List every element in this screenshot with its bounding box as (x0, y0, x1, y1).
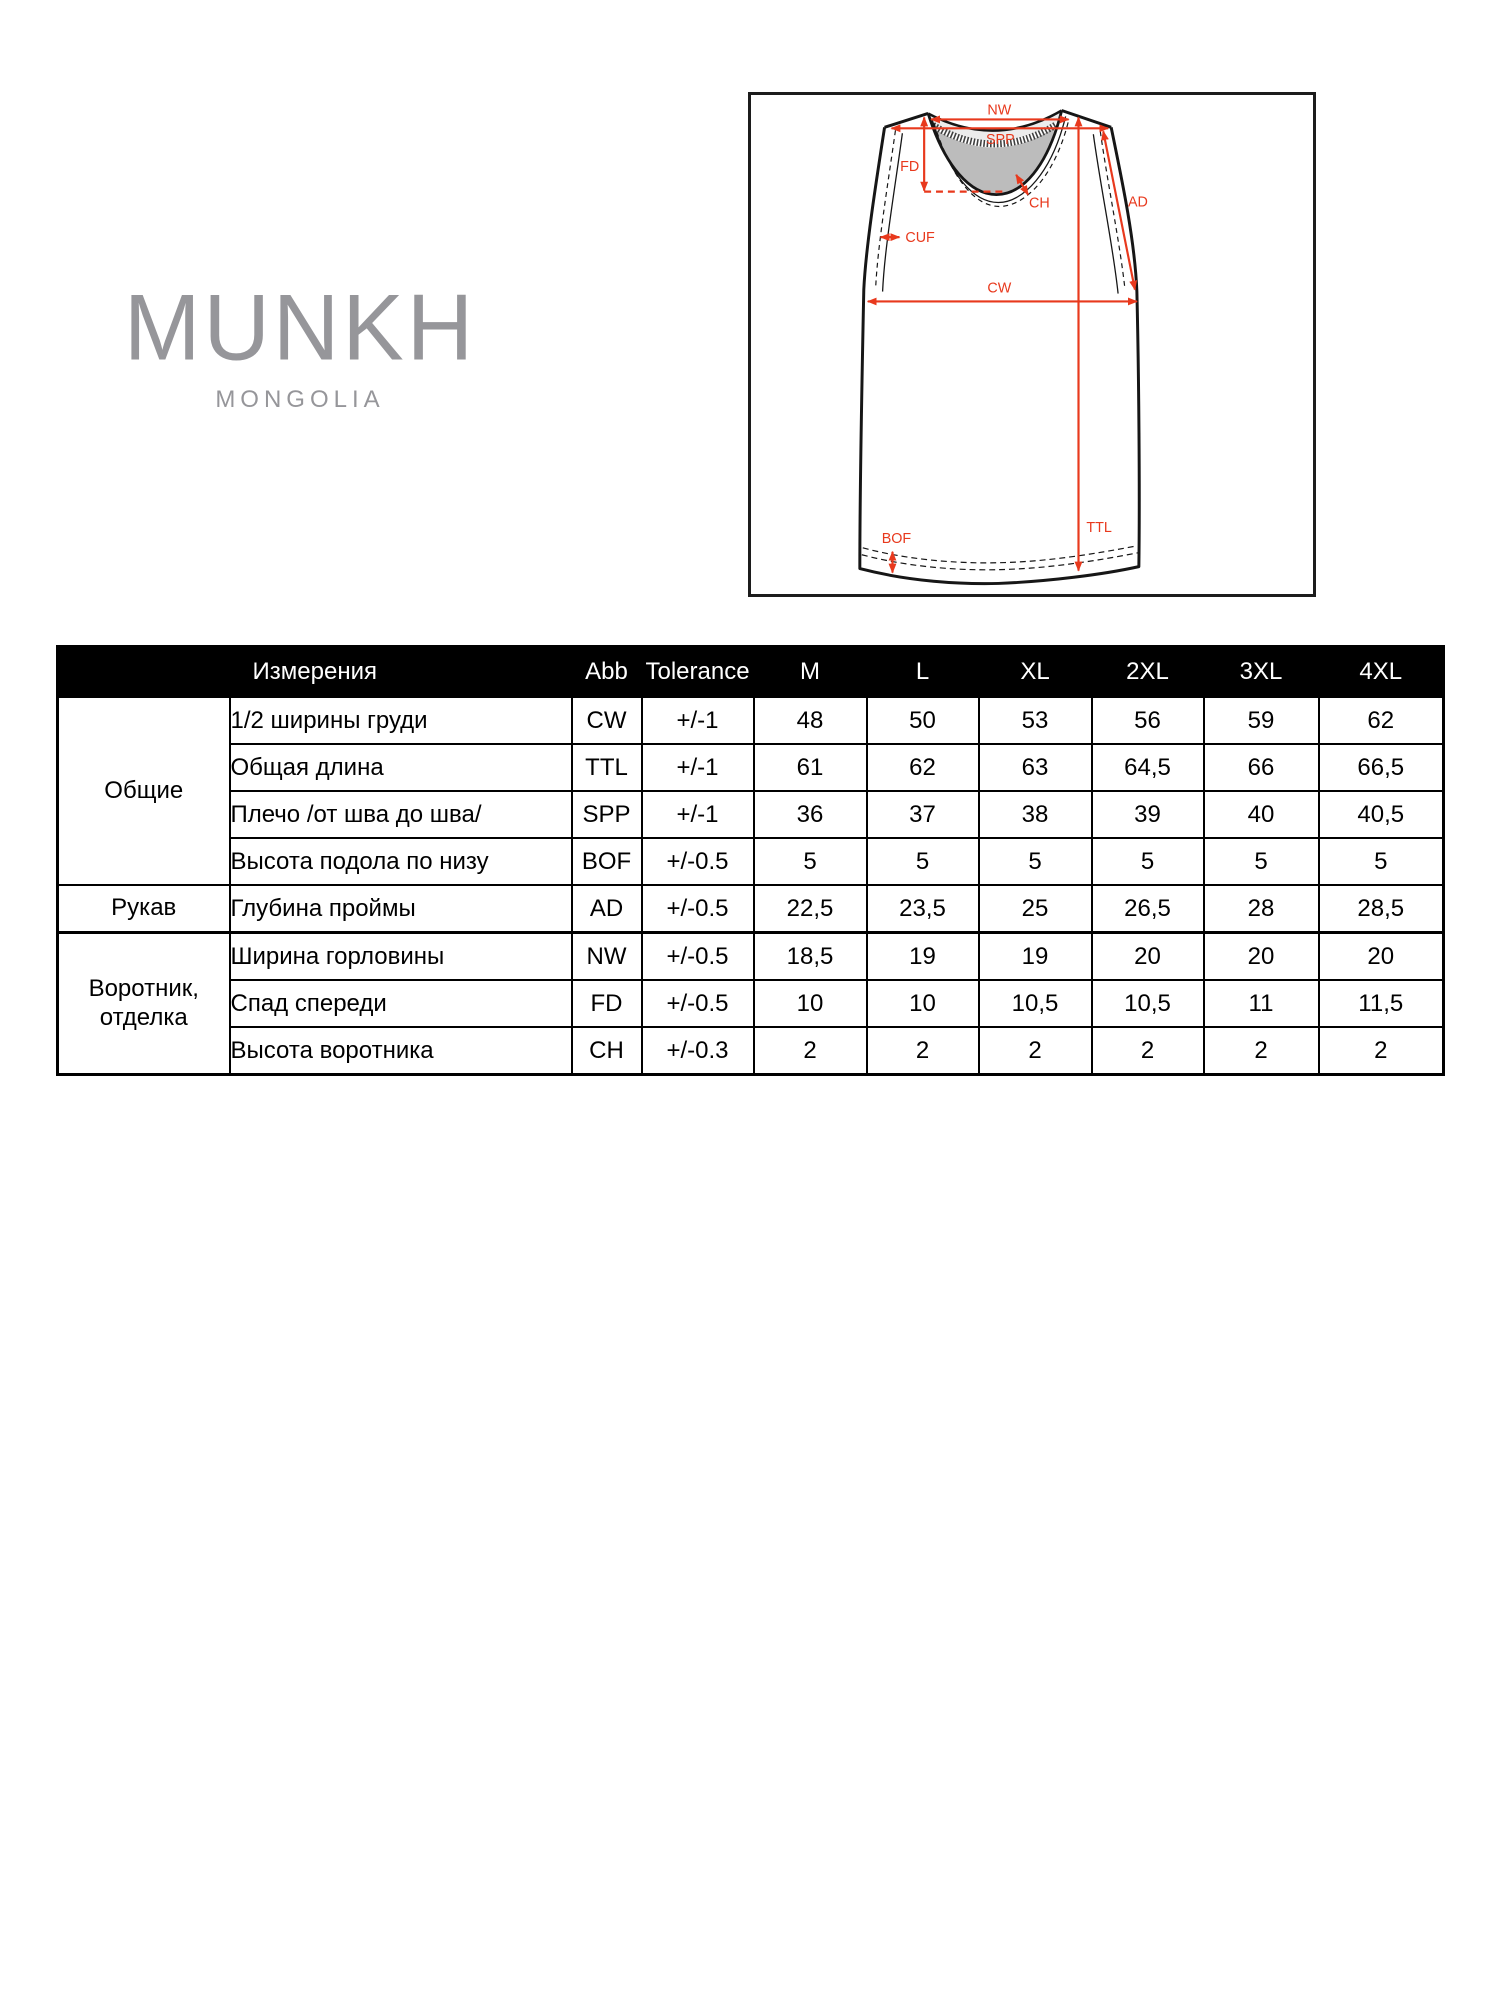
tolerance-cell: +/-0.3 (642, 1027, 754, 1075)
value-cell-4XL: 66,5 (1319, 744, 1444, 791)
value-cell-2XL: 10,5 (1092, 980, 1204, 1027)
value-cell-4XL: 11,5 (1319, 980, 1444, 1027)
abbreviation-cell: NW (572, 933, 642, 981)
measure-name-cell: Спад спереди (230, 980, 572, 1027)
value-cell-M: 48 (754, 697, 867, 744)
table-row-SPP (58, 791, 1444, 838)
brand-name: MUNKH (123, 275, 477, 381)
bof-label: BOF (881, 530, 912, 547)
abbreviation-cell: AD (572, 885, 642, 933)
tolerance-cell: +/-0.5 (642, 933, 754, 981)
value-cell-2XL: 39 (1092, 791, 1204, 838)
value-cell-M: 2 (754, 1027, 867, 1075)
value-cell-3XL: 11 (1204, 980, 1319, 1027)
measure-name-cell: 1/2 ширины груди (230, 697, 572, 744)
value-cell-2XL: 64,5 (1092, 744, 1204, 791)
tolerance-cell: +/-0.5 (642, 980, 754, 1027)
value-cell-2XL: 20 (1092, 933, 1204, 981)
value-cell-L: 23,5 (867, 885, 979, 933)
value-cell-4XL: 2 (1319, 1027, 1444, 1075)
table-row-NW (58, 933, 1444, 981)
tolerance-cell: +/-0.5 (642, 885, 754, 933)
value-cell-3XL: 59 (1204, 697, 1319, 744)
col-header-size-2XL: 2XL (1092, 647, 1204, 698)
value-cell-XL: 25 (979, 885, 1092, 933)
table-row-BOF (58, 838, 1444, 885)
right-shoulder-seam (1062, 110, 1111, 127)
spp-label: SPP (986, 132, 1015, 149)
value-cell-L: 10 (867, 980, 979, 1027)
measure-name-cell: Высота воротника (230, 1027, 572, 1075)
ch-label: CH (1029, 195, 1050, 212)
value-cell-M: 10 (754, 980, 867, 1027)
value-cell-XL: 19 (979, 933, 1092, 981)
measure-name-cell: Плечо /от шва до шва/ (230, 791, 572, 838)
value-cell-3XL: 20 (1204, 933, 1319, 981)
right-armhole-stitch (1100, 131, 1125, 289)
tolerance-cell: +/-0.5 (642, 838, 754, 885)
abbreviation-cell: BOF (572, 838, 642, 885)
value-cell-XL: 5 (979, 838, 1092, 885)
brand-logo (122, 275, 478, 414)
value-cell-XL: 53 (979, 697, 1092, 744)
col-header-abb: Abb (572, 647, 642, 698)
value-cell-4XL: 5 (1319, 838, 1444, 885)
brand-subtitle: MONGOLIA (215, 386, 385, 413)
group-cell: Рукав (58, 885, 230, 933)
tolerance-cell: +/-1 (642, 791, 754, 838)
value-cell-M: 61 (754, 744, 867, 791)
value-cell-3XL: 5 (1204, 838, 1319, 885)
value-cell-3XL: 40 (1204, 791, 1319, 838)
abbreviation-cell: CW (572, 697, 642, 744)
tolerance-cell: +/-1 (642, 744, 754, 791)
value-cell-L: 5 (867, 838, 979, 885)
value-cell-4XL: 28,5 (1319, 885, 1444, 933)
col-header-size-L: L (867, 647, 979, 698)
value-cell-L: 50 (867, 697, 979, 744)
fd-label: FD (900, 158, 920, 175)
col-header-measure: Измерения (58, 647, 572, 698)
abbreviation-cell: SPP (572, 791, 642, 838)
value-cell-3XL: 2 (1204, 1027, 1319, 1075)
left-shoulder-seam (885, 113, 929, 127)
value-cell-4XL: 40,5 (1319, 791, 1444, 838)
col-header-size-3XL: 3XL (1204, 647, 1319, 698)
tank-top-drawing (751, 95, 1313, 594)
abbreviation-cell: CH (572, 1027, 642, 1075)
table-row-AD (58, 885, 1444, 933)
value-cell-XL: 38 (979, 791, 1092, 838)
value-cell-4XL: 20 (1319, 933, 1444, 981)
ad-label: AD (1127, 194, 1148, 211)
garment-diagram (748, 92, 1316, 597)
measure-name-cell: Ширина горловины (230, 933, 572, 981)
table-row-FD (58, 980, 1444, 1027)
value-cell-3XL: 28 (1204, 885, 1319, 933)
value-cell-L: 2 (867, 1027, 979, 1075)
measure-name-cell: Глубина проймы (230, 885, 572, 933)
value-cell-L: 19 (867, 933, 979, 981)
table-row-CH (58, 1027, 1444, 1075)
col-header-size-4XL: 4XL (1319, 647, 1444, 698)
col-header-size-XL: XL (979, 647, 1092, 698)
value-cell-M: 5 (754, 838, 867, 885)
table-header-row (58, 647, 1444, 698)
group-cell: Общие (58, 697, 230, 885)
col-header-tolerance: Tolerance (642, 647, 754, 698)
size-table (56, 645, 1445, 1076)
abbreviation-cell: TTL (572, 744, 642, 791)
nw-label: NW (987, 102, 1012, 119)
value-cell-2XL: 56 (1092, 697, 1204, 744)
value-cell-L: 37 (867, 791, 979, 838)
ttl-label: TTL (1086, 519, 1112, 536)
value-cell-M: 22,5 (754, 885, 867, 933)
value-cell-4XL: 62 (1319, 697, 1444, 744)
abbreviation-cell: FD (572, 980, 642, 1027)
group-cell: Воротник, отделка (58, 933, 230, 1075)
value-cell-2XL: 5 (1092, 838, 1204, 885)
value-cell-M: 18,5 (754, 933, 867, 981)
value-cell-XL: 63 (979, 744, 1092, 791)
tolerance-cell: +/-1 (642, 697, 754, 744)
measure-name-cell: Высота подола по низу (230, 838, 572, 885)
value-cell-XL: 2 (979, 1027, 1092, 1075)
left-armhole-binding (883, 133, 903, 291)
value-cell-2XL: 26,5 (1092, 885, 1204, 933)
table-row-TTL (58, 744, 1444, 791)
value-cell-M: 36 (754, 791, 867, 838)
right-armhole-binding (1093, 134, 1118, 293)
cuf-label: CUF (905, 230, 935, 247)
col-header-size-M: M (754, 647, 867, 698)
value-cell-XL: 10,5 (979, 980, 1092, 1027)
value-cell-3XL: 66 (1204, 744, 1319, 791)
measure-name-cell: Общая длина (230, 744, 572, 791)
value-cell-L: 62 (867, 744, 979, 791)
cw-label: CW (987, 280, 1012, 297)
value-cell-2XL: 2 (1092, 1027, 1204, 1075)
hem-stitch-upper (863, 546, 1137, 563)
hem-stitch-lower (862, 553, 1138, 570)
left-armhole-stitch (876, 130, 896, 287)
table-row-CW (58, 697, 1444, 744)
